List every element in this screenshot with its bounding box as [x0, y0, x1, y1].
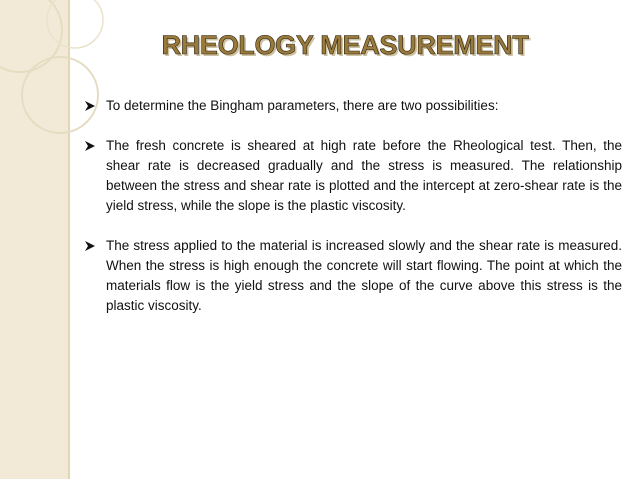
bullet-item — [82, 96, 622, 116]
bullet-text: The stress applied to the material is increased slowly and the shear rate is measured. When the stress is high enough the concrete will start flowing. The point at which the materials flow is the yield stress and the slope of the curve above this stress is the plastic viscosity. — [106, 238, 622, 313]
arrow-bullet-icon — [84, 240, 96, 252]
arrow-bullet-icon — [84, 100, 96, 112]
bullet-item — [82, 236, 622, 316]
bullet-text: To determine the Bingham parameters, there are two possibilities: — [106, 98, 499, 113]
bullet-item — [82, 136, 622, 216]
arrow-bullet-icon — [84, 140, 96, 152]
slide-title: RHEOLOGY MEASUREMENT — [161, 30, 529, 60]
bullet-text: The fresh concrete is sheared at high rate before the Rheological test. Then, the shear rate is decreased gradually and the stress is measured. The relationship between the stress and shear rate is plotted and the intercept at zero-shear rate is the yield stress, while the slope is the plastic viscosity. — [106, 138, 622, 213]
bullet-list — [82, 96, 622, 336]
